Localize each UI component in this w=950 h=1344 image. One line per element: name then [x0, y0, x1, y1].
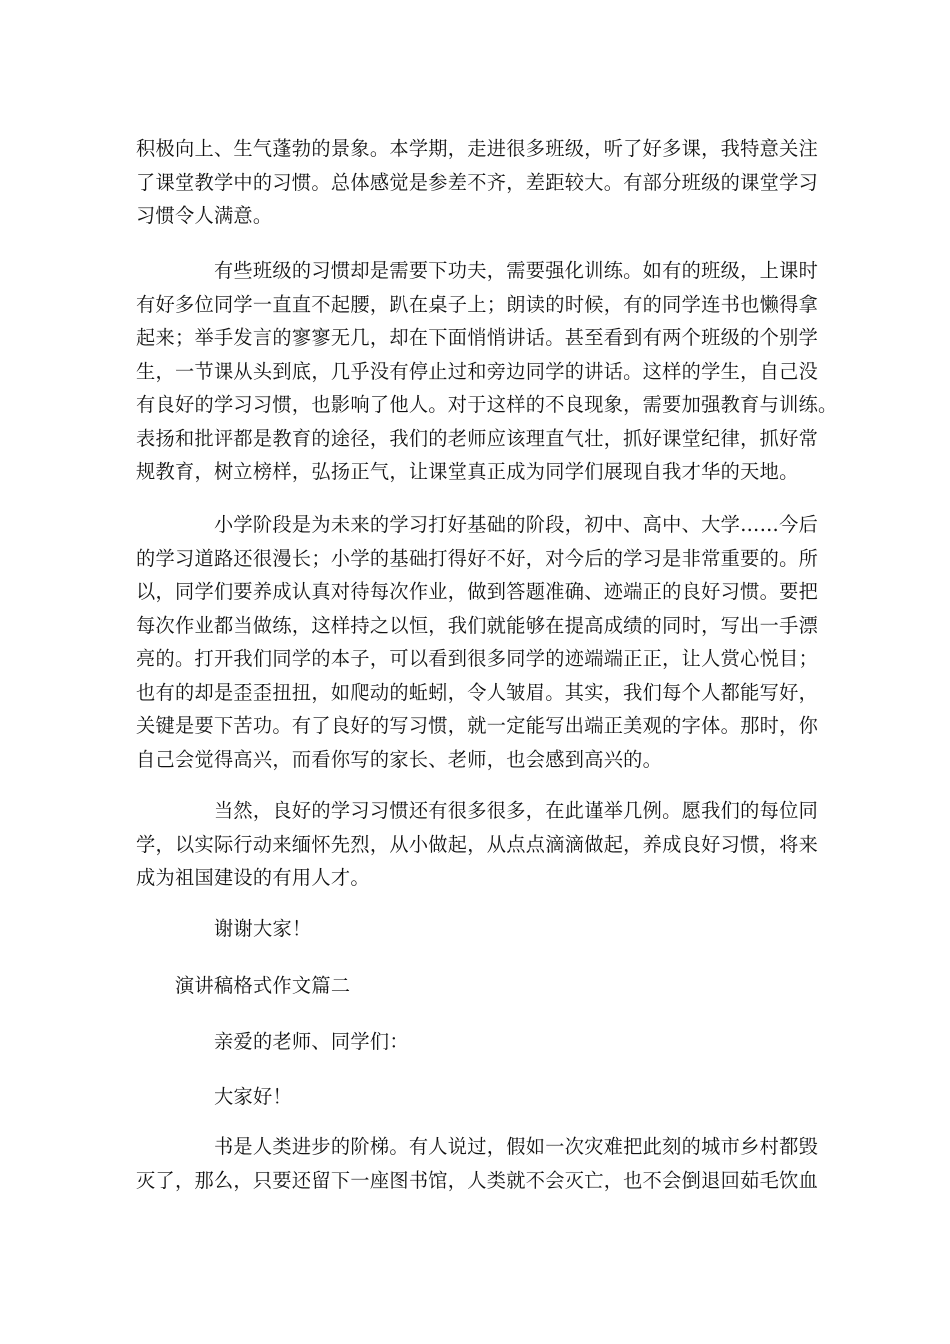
text-line: 习惯令人满意。 — [136, 204, 273, 227]
text-line: 的学习道路还很漫长；小学的基础打得好不好，对今后的学习是非常重要的。所 — [136, 546, 819, 570]
section-title: 演讲稿格式作文篇二 — [175, 974, 351, 997]
paragraph-habits-intro — [136, 132, 820, 233]
text-line: 成为祖国建设的有用人才。 — [136, 866, 370, 889]
paragraph-conclusion — [136, 794, 820, 895]
text-line: 关键是要下苦功。有了良好的写习惯，就一定能写出端正美观的字体。那时，你 — [136, 714, 819, 737]
text-line: 规教育，树立榜样，弘扬正气，让课堂真正成为同学们展现自我才华的天地。 — [136, 460, 799, 483]
text-line: 积极向上、生气蓬勃的景象。本学期，走进很多班级，听了好多课，我特意关注 — [136, 137, 819, 160]
paragraph-class-habits — [136, 254, 838, 489]
text-line: 亮的。打开我们同学的本子，可以看到很多同学的迹端端正正，让人赏心悦目； — [136, 647, 819, 670]
text-line: 有好多位同学一直直不起腰，趴在桌子上；朗读的时候，有的同学连书也懒得拿 — [136, 292, 819, 316]
text-line: 起来；举手发言的寥寥无几，却在下面悄悄讲话。甚至看到有两个班级的个别学 — [136, 326, 819, 349]
text-line: 了课堂教学中的习惯。总体感觉是参差不齐，差距较大。有部分班级的课堂学习 — [136, 170, 819, 194]
text-line: 每次作业都当做练，这样持之以恒，我们就能够在提高成绩的同时，写出一手漂 — [136, 613, 819, 637]
text-line: 当然，良好的学习习惯还有很多很多，在此谨举几例。愿我们的每位同 — [136, 799, 819, 822]
paragraph-primary-school — [136, 508, 820, 776]
text-line: 学，以实际行动来缅怀先烈，从小做起，从点点滴滴做起，养成良好习惯，将来 — [136, 832, 819, 856]
text-line: 表扬和批评都是教育的途径，我们的老师应该理直气壮，抓好课堂纪律，抓好常 — [136, 426, 819, 450]
text-line: 自己会觉得高兴，而看你写的家长、老师，也会感到高兴的。 — [136, 747, 663, 771]
paragraph-books — [136, 1130, 820, 1197]
speech-hello: 大家好！ — [214, 1085, 292, 1108]
text-line: 生，一节课从头到底，几乎没有停止过和旁边同学的讲话。这样的学生，自己没 — [136, 359, 819, 383]
text-line: 有良好的学习习惯，也影响了他人。对于这样的不良现象，需要加强教育与训练。 — [136, 393, 838, 416]
text-line: 以，同学们要养成认真对待每次作业，做到答题准确、迹端正的良好习惯。要把 — [136, 580, 819, 603]
text-line: 灭了，那么，只要还留下一座图书馆，人类就不会灭亡，也不会倒退回茹毛饮血 — [136, 1168, 819, 1192]
text-line: 小学阶段是为未来的学习打好基础的阶段，初中、高中、大学……今后 — [136, 513, 819, 536]
text-line: 有些班级的习惯却是需要下功夫，需要强化训练。如有的班级，上课时 — [136, 259, 819, 282]
text-line: 书是人类进步的阶梯。有人说过，假如一次灾难把此刻的城市乡村都毁 — [136, 1135, 819, 1158]
speech-greeting: 亲爱的老师、同学们： — [214, 1030, 409, 1053]
closing-thanks: 谢谢大家！ — [214, 917, 312, 940]
text-line: 也有的却是歪歪扭扭，如爬动的蚯蚓，令人皱眉。其实，我们每个人都能写好， — [136, 680, 819, 704]
